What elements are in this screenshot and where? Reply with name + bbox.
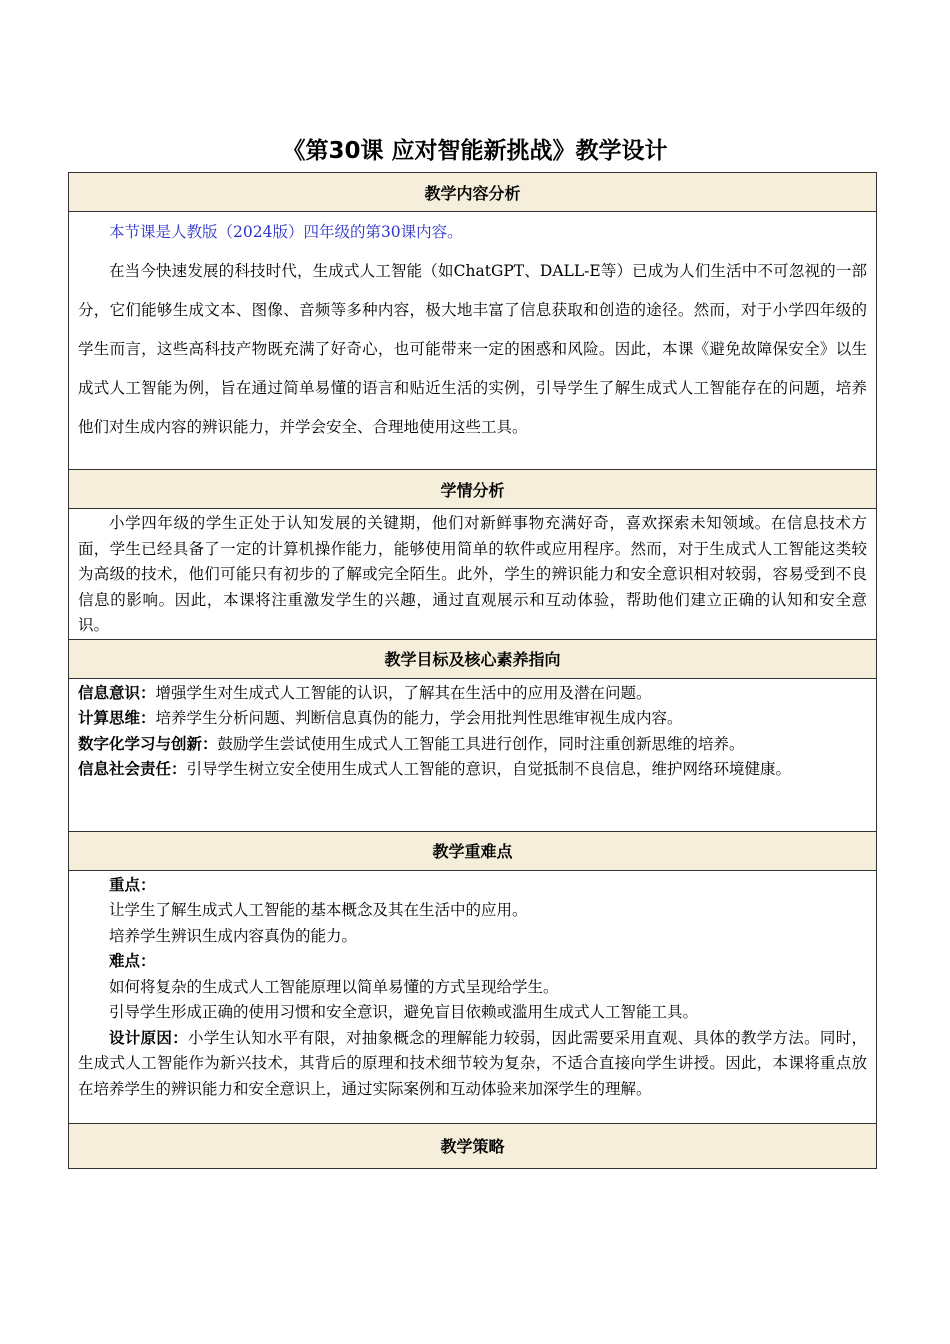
- design-reason-label: 设计原因：: [109, 1028, 188, 1047]
- table-row: [69, 870, 877, 1123]
- content-analysis-cell: [69, 212, 877, 470]
- table-row: [69, 831, 877, 870]
- lesson-plan-table: [68, 172, 877, 1169]
- page-title: 《第30课 应对智能新挑战》教学设计: [282, 138, 668, 164]
- objective-label: 信息社会责任：: [78, 760, 187, 778]
- design-reason-text: 小学生认知水平有限，对抽象概念的理解能力较弱，因此需要采用直观、具体的教学方法。同时，生成式人工智能作为新兴技术，其背后的原理和技术细节较为复杂，不适合直接向学生讲授。因此，本课将重点放在培养学生的辨识能力和安全意识上，通过实际案例和互动体验来加深学生的理解。: [78, 1028, 867, 1098]
- strategy-header: 教学策略: [69, 1123, 877, 1168]
- table-row: [69, 509, 877, 640]
- table-row: [69, 1123, 877, 1168]
- learner-analysis-header: 学情分析: [69, 470, 877, 509]
- content-analysis-body: 在当今快速发展的科技时代，生成式人工智能（如ChatGPT、DALL-E等）已成为人们生活中不可忽视的一部分，它们能够生成文本、图像、音频等多种内容，极大地丰富了信息获取和创造的途径。然而，对于小学四年级的学生而言，这些高科技产物既充满了好奇心，也可能带来一定的困惑和风险。因此，本课《避免故障保安全》以生成式人工智能为例，旨在通过简单易懂的语言和贴近生活的实例，引导学生了解生成式人工智能存在的问题，培养他们对生成内容的辨识能力，并学会安全、合理地使用这些工具。: [78, 262, 867, 436]
- objective-label: 信息意识：: [78, 683, 156, 702]
- objective-text: 引导学生树立安全使用生成式人工智能的意识，自觉抵制不良信息，维护网络环境健康。: [186, 760, 792, 778]
- objective-item: [78, 681, 867, 707]
- objective-item: [78, 706, 867, 732]
- key-item: 培养学生辨识生成内容真伪的能力。: [109, 926, 358, 945]
- table-row: [69, 639, 877, 678]
- objectives-header: 教学目标及核心素养指向: [69, 639, 877, 678]
- objective-text: 鼓励学生尝试使用生成式人工智能工具进行创作，同时注重创新思维的培养。: [217, 734, 745, 753]
- learner-analysis-cell: [69, 509, 877, 640]
- content-analysis-intro: 本节课是人教版（2024版）四年级的第30课内容。: [109, 223, 463, 241]
- objective-text: 增强学生对生成式人工智能的认识，了解其在生活中的应用及潜在问题。: [155, 683, 652, 702]
- objective-label: 数字化学习与创新：: [78, 734, 218, 753]
- key-item: 让学生了解生成式人工智能的基本概念及其在生活中的应用。: [109, 901, 528, 919]
- difficult-label: 难点：: [109, 952, 156, 970]
- design-reason: [78, 1026, 867, 1103]
- key-points-header: 教学重难点: [69, 831, 877, 870]
- difficult-item: 引导学生形成正确的使用习惯和安全意识，避免盲目依赖或滥用生成式人工智能工具。: [109, 1003, 699, 1021]
- objectives-cell: [69, 678, 877, 831]
- objective-label: 计算思维：: [78, 709, 156, 727]
- table-row: [69, 678, 877, 831]
- table-row: [69, 470, 877, 509]
- key-points-cell: [69, 870, 877, 1123]
- learner-analysis-body: 小学四年级的学生正处于认知发展的关键期，他们对新鲜事物充满好奇，喜欢探索未知领域。在信息技术方面，学生已经具备了一定的计算机操作能力，能够使用简单的软件或应用程序。然而，对于生成式人工智能这类较为高级的技术，他们可能只有初步的了解或完全陌生。此外，学生的辨识能力和安全意识相对较弱，容易受到不良信息的影响。因此，本课将注重激发学生的兴趣，通过直观展示和互动体验，帮助他们建立正确的认知和安全意识。: [78, 514, 867, 634]
- content-analysis-header: 教学内容分析: [69, 173, 877, 212]
- key-label: 重点：: [109, 875, 156, 894]
- objective-item: [78, 732, 867, 758]
- table-row: [69, 212, 877, 470]
- objective-item: [78, 757, 867, 783]
- table-row: [69, 173, 877, 212]
- objective-text: 培养学生分析问题、判断信息真伪的能力，学会用批判性思维审视生成内容。: [155, 709, 683, 727]
- difficult-item: 如何将复杂的生成式人工智能原理以简单易懂的方式呈现给学生。: [109, 977, 559, 996]
